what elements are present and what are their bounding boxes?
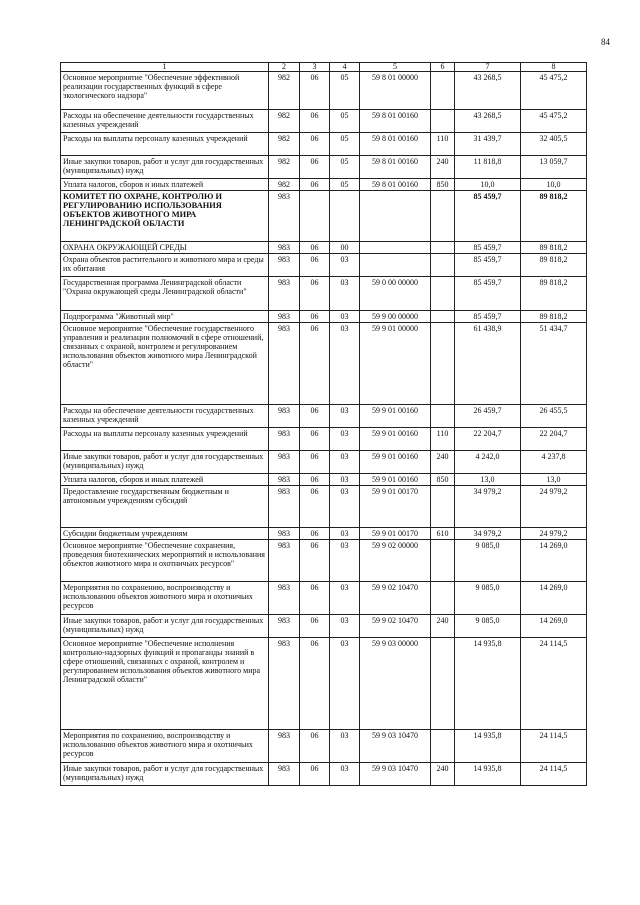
expense-type: 240 <box>431 763 455 786</box>
expense-type <box>431 110 455 133</box>
section-code: 06 <box>300 451 330 474</box>
subsection-code: 03 <box>330 763 360 786</box>
row-name: Предоставление государственным бюджетным и автономным учреждениям субсидий <box>61 486 269 528</box>
table-row <box>61 428 587 451</box>
expense-type <box>431 72 455 110</box>
expense-type <box>431 638 455 730</box>
target-article: 59 8 01 00000 <box>360 72 431 110</box>
amount-2020: 4 237,8 <box>521 451 587 474</box>
subsection-code: 03 <box>330 540 360 582</box>
column-header: 1 <box>61 63 269 72</box>
expense-type <box>431 582 455 615</box>
amount-2020: 13 059,7 <box>521 156 587 179</box>
admin-code: 982 <box>269 72 300 110</box>
amount-2020: 89 818,2 <box>521 277 587 311</box>
page-number: 84 <box>601 37 610 47</box>
table-row <box>61 191 587 242</box>
row-name: Иные закупки товаров, работ и услуг для государственных (муниципальных) нужд <box>61 451 269 474</box>
table-row <box>61 133 587 156</box>
amount-2019: 13,0 <box>455 474 521 486</box>
amount-2019: 11 818,8 <box>455 156 521 179</box>
target-article: 59 9 01 00000 <box>360 323 431 405</box>
section-code: 06 <box>300 311 330 323</box>
row-name: Подпрограмма "Животный мир" <box>61 311 269 323</box>
table-row <box>61 528 587 540</box>
column-header: 5 <box>360 63 431 72</box>
section-code: 06 <box>300 528 330 540</box>
row-name: Расходы на выплаты персоналу казенных учреждений <box>61 428 269 451</box>
target-article: 59 9 01 00160 <box>360 451 431 474</box>
admin-code: 983 <box>269 615 300 638</box>
expense-type <box>431 191 455 242</box>
row-name: Мероприятия по сохранению, воспроизводству и использованию объектов животного мира и охотничьих ресурсов <box>61 582 269 615</box>
admin-code: 983 <box>269 528 300 540</box>
amount-2020: 24 979,2 <box>521 528 587 540</box>
admin-code: 982 <box>269 133 300 156</box>
table-row <box>61 451 587 474</box>
expense-type <box>431 486 455 528</box>
amount-2020: 13,0 <box>521 474 587 486</box>
section-code: 06 <box>300 405 330 428</box>
subsection-code <box>330 191 360 242</box>
row-name: Субсидии бюджетным учреждениям <box>61 528 269 540</box>
subsection-code: 03 <box>330 277 360 311</box>
column-header: 6 <box>431 63 455 72</box>
amount-2020: 45 475,2 <box>521 110 587 133</box>
section-code: 06 <box>300 763 330 786</box>
table-row <box>61 763 587 786</box>
row-name: Охрана объектов растительного и животного мира и среды их обитания <box>61 254 269 277</box>
section-code: 06 <box>300 323 330 405</box>
target-article <box>360 254 431 277</box>
amount-2020: 89 818,2 <box>521 254 587 277</box>
expense-type <box>431 540 455 582</box>
expense-type: 110 <box>431 428 455 451</box>
target-article: 59 9 03 10470 <box>360 763 431 786</box>
expense-type <box>431 730 455 763</box>
expense-type: 610 <box>431 528 455 540</box>
row-name: Расходы на обеспечение деятельности государственных казенных учреждений <box>61 405 269 428</box>
section-code: 06 <box>300 242 330 254</box>
target-article: 59 8 01 00160 <box>360 133 431 156</box>
amount-2019: 4 242,0 <box>455 451 521 474</box>
admin-code: 983 <box>269 428 300 451</box>
expense-type: 240 <box>431 615 455 638</box>
admin-code: 983 <box>269 474 300 486</box>
admin-code: 983 <box>269 191 300 242</box>
admin-code: 983 <box>269 763 300 786</box>
amount-2020: 10,0 <box>521 179 587 191</box>
table-row <box>61 582 587 615</box>
admin-code: 983 <box>269 254 300 277</box>
section-code: 06 <box>300 486 330 528</box>
target-article: 59 8 01 00160 <box>360 110 431 133</box>
row-name: ОХРАНА ОКРУЖАЮЩЕЙ СРЕДЫ <box>61 242 269 254</box>
subsection-code: 03 <box>330 582 360 615</box>
admin-code: 983 <box>269 638 300 730</box>
section-code: 06 <box>300 110 330 133</box>
section-code: 06 <box>300 72 330 110</box>
amount-2020: 14 269,0 <box>521 615 587 638</box>
admin-code: 983 <box>269 451 300 474</box>
target-article: 59 9 02 10470 <box>360 582 431 615</box>
amount-2019: 85 459,7 <box>455 254 521 277</box>
subsection-code: 03 <box>330 486 360 528</box>
section-code: 06 <box>300 133 330 156</box>
subsection-code: 03 <box>330 638 360 730</box>
column-header: 4 <box>330 63 360 72</box>
row-name: Расходы на выплаты персоналу казенных учреждений <box>61 133 269 156</box>
row-name: Основное мероприятие "Обеспечение исполнения контрольно-надзорных функций и пропаганды знаний в сфере отношений, связанных с охраной, контролем и регулированием использования объектов животного мира Ленинградской области" <box>61 638 269 730</box>
expense-type <box>431 311 455 323</box>
column-header: 2 <box>269 63 300 72</box>
admin-code: 983 <box>269 277 300 311</box>
row-name: Основное мероприятие "Обеспечение сохранения, проведения биотехнических мероприятий и использования объектов животного мира и охотничьих ресурсов" <box>61 540 269 582</box>
amount-2019: 14 935,8 <box>455 638 521 730</box>
table-row <box>61 486 587 528</box>
target-article: 59 9 01 00170 <box>360 528 431 540</box>
row-name: Иные закупки товаров, работ и услуг для государственных (муниципальных) нужд <box>61 156 269 179</box>
amount-2019: 85 459,7 <box>455 311 521 323</box>
amount-2019: 9 085,0 <box>455 615 521 638</box>
section-code: 06 <box>300 156 330 179</box>
target-article: 59 9 02 00000 <box>360 540 431 582</box>
table-row <box>61 156 587 179</box>
target-article: 59 9 01 00160 <box>360 428 431 451</box>
section-code: 06 <box>300 474 330 486</box>
section-code: 06 <box>300 582 330 615</box>
table-row <box>61 72 587 110</box>
amount-2019: 14 935,8 <box>455 730 521 763</box>
expense-type <box>431 277 455 311</box>
admin-code: 983 <box>269 582 300 615</box>
amount-2019: 9 085,0 <box>455 540 521 582</box>
amount-2020: 24 114,5 <box>521 763 587 786</box>
column-header: 7 <box>455 63 521 72</box>
section-code: 06 <box>300 730 330 763</box>
target-article <box>360 242 431 254</box>
subsection-code: 03 <box>330 451 360 474</box>
subsection-code: 05 <box>330 133 360 156</box>
row-name: Основное мероприятие "Обеспечение государственного управления и реализации полномочий в сфере отношений, связанных с охраной, контролем и регулированием использования объектов животного мира Ленинградской области" <box>61 323 269 405</box>
subsection-code: 03 <box>330 405 360 428</box>
subsection-code: 03 <box>330 474 360 486</box>
subsection-code: 03 <box>330 254 360 277</box>
table-row <box>61 730 587 763</box>
header-row <box>61 63 587 72</box>
expense-type <box>431 242 455 254</box>
amount-2019: 34 979,2 <box>455 528 521 540</box>
target-article: 59 9 00 00000 <box>360 311 431 323</box>
amount-2019: 22 204,7 <box>455 428 521 451</box>
table-row <box>61 323 587 405</box>
table-row <box>61 405 587 428</box>
section-code: 06 <box>300 638 330 730</box>
amount-2019: 43 268,5 <box>455 110 521 133</box>
table-row <box>61 242 587 254</box>
subsection-code: 05 <box>330 179 360 191</box>
amount-2019: 26 459,7 <box>455 405 521 428</box>
subsection-code: 05 <box>330 72 360 110</box>
amount-2019: 85 459,7 <box>455 277 521 311</box>
amount-2020: 14 269,0 <box>521 540 587 582</box>
expense-type: 850 <box>431 179 455 191</box>
subsection-code: 05 <box>330 156 360 179</box>
row-name: Уплата налогов, сборов и иных платежей <box>61 179 269 191</box>
subsection-code: 03 <box>330 615 360 638</box>
admin-code: 983 <box>269 730 300 763</box>
subsection-code: 03 <box>330 528 360 540</box>
amount-2020: 14 269,0 <box>521 582 587 615</box>
admin-code: 983 <box>269 405 300 428</box>
section-code: 06 <box>300 540 330 582</box>
amount-2020: 32 405,5 <box>521 133 587 156</box>
amount-2019: 43 268,5 <box>455 72 521 110</box>
table-row <box>61 110 587 133</box>
target-article: 59 8 01 00160 <box>360 179 431 191</box>
amount-2019: 9 085,0 <box>455 582 521 615</box>
budget-table <box>60 62 587 786</box>
row-name: КОМИТЕТ ПО ОХРАНЕ, КОНТРОЛЮ И РЕГУЛИРОВАНИЮ ИСПОЛЬЗОВАНИЯ ОБЪЕКТОВ ЖИВОТНОГО МИРА ЛЕНИНГРАДСКОЙ ОБЛАСТИ <box>61 191 269 242</box>
amount-2020: 45 475,2 <box>521 72 587 110</box>
row-name: Расходы на обеспечение деятельности государственных казенных учреждений <box>61 110 269 133</box>
expense-type: 240 <box>431 451 455 474</box>
expense-type <box>431 405 455 428</box>
row-name: Основное мероприятие "Обеспечение эффективной реализации государственных функций в сфере экологического надзора" <box>61 72 269 110</box>
admin-code: 983 <box>269 540 300 582</box>
amount-2020: 89 818,2 <box>521 191 587 242</box>
table-row <box>61 615 587 638</box>
subsection-code: 05 <box>330 110 360 133</box>
subsection-code: 00 <box>330 242 360 254</box>
target-article: 59 8 01 00160 <box>360 156 431 179</box>
target-article: 59 9 01 00160 <box>360 405 431 428</box>
section-code: 06 <box>300 428 330 451</box>
target-article: 59 9 01 00170 <box>360 486 431 528</box>
subsection-code: 03 <box>330 730 360 763</box>
target-article: 59 0 00 00000 <box>360 277 431 311</box>
amount-2020: 89 818,2 <box>521 311 587 323</box>
amount-2020: 89 818,2 <box>521 242 587 254</box>
column-header: 8 <box>521 63 587 72</box>
section-code <box>300 191 330 242</box>
subsection-code: 03 <box>330 311 360 323</box>
admin-code: 983 <box>269 242 300 254</box>
row-name: Иные закупки товаров, работ и услуг для государственных (муниципальных) нужд <box>61 763 269 786</box>
table-row <box>61 254 587 277</box>
amount-2020: 24 114,5 <box>521 730 587 763</box>
amount-2019: 85 459,7 <box>455 191 521 242</box>
section-code: 06 <box>300 254 330 277</box>
table-row <box>61 638 587 730</box>
target-article: 59 9 03 10470 <box>360 730 431 763</box>
table-row <box>61 179 587 191</box>
amount-2020: 26 455,5 <box>521 405 587 428</box>
admin-code: 983 <box>269 486 300 528</box>
row-name: Уплата налогов, сборов и иных платежей <box>61 474 269 486</box>
admin-code: 982 <box>269 179 300 191</box>
admin-code: 982 <box>269 156 300 179</box>
target-article: 59 9 01 00160 <box>360 474 431 486</box>
expense-type: 240 <box>431 156 455 179</box>
row-name: Мероприятия по сохранению, воспроизводству и использованию объектов животного мира и охотничьих ресурсов <box>61 730 269 763</box>
amount-2020: 24 114,5 <box>521 638 587 730</box>
target-article: 59 9 03 00000 <box>360 638 431 730</box>
expense-type: 850 <box>431 474 455 486</box>
row-name: Государственная программа Ленинградской области "Охрана окружающей среды Ленинградской области" <box>61 277 269 311</box>
expense-type: 110 <box>431 133 455 156</box>
target-article <box>360 191 431 242</box>
column-header: 3 <box>300 63 330 72</box>
admin-code: 982 <box>269 110 300 133</box>
section-code: 06 <box>300 277 330 311</box>
amount-2020: 51 434,7 <box>521 323 587 405</box>
expense-type <box>431 254 455 277</box>
subsection-code: 03 <box>330 323 360 405</box>
amount-2019: 85 459,7 <box>455 242 521 254</box>
target-article: 59 9 02 10470 <box>360 615 431 638</box>
admin-code: 983 <box>269 323 300 405</box>
section-code: 06 <box>300 179 330 191</box>
row-name: Иные закупки товаров, работ и услуг для государственных (муниципальных) нужд <box>61 615 269 638</box>
subsection-code: 03 <box>330 428 360 451</box>
amount-2019: 31 439,7 <box>455 133 521 156</box>
table-row <box>61 311 587 323</box>
table-row <box>61 474 587 486</box>
amount-2020: 22 204,7 <box>521 428 587 451</box>
admin-code: 983 <box>269 311 300 323</box>
amount-2019: 10,0 <box>455 179 521 191</box>
amount-2019: 14 935,8 <box>455 763 521 786</box>
table-row <box>61 540 587 582</box>
expense-type <box>431 323 455 405</box>
table-row <box>61 277 587 311</box>
amount-2019: 61 438,9 <box>455 323 521 405</box>
amount-2019: 34 979,2 <box>455 486 521 528</box>
section-code: 06 <box>300 615 330 638</box>
amount-2020: 24 979,2 <box>521 486 587 528</box>
